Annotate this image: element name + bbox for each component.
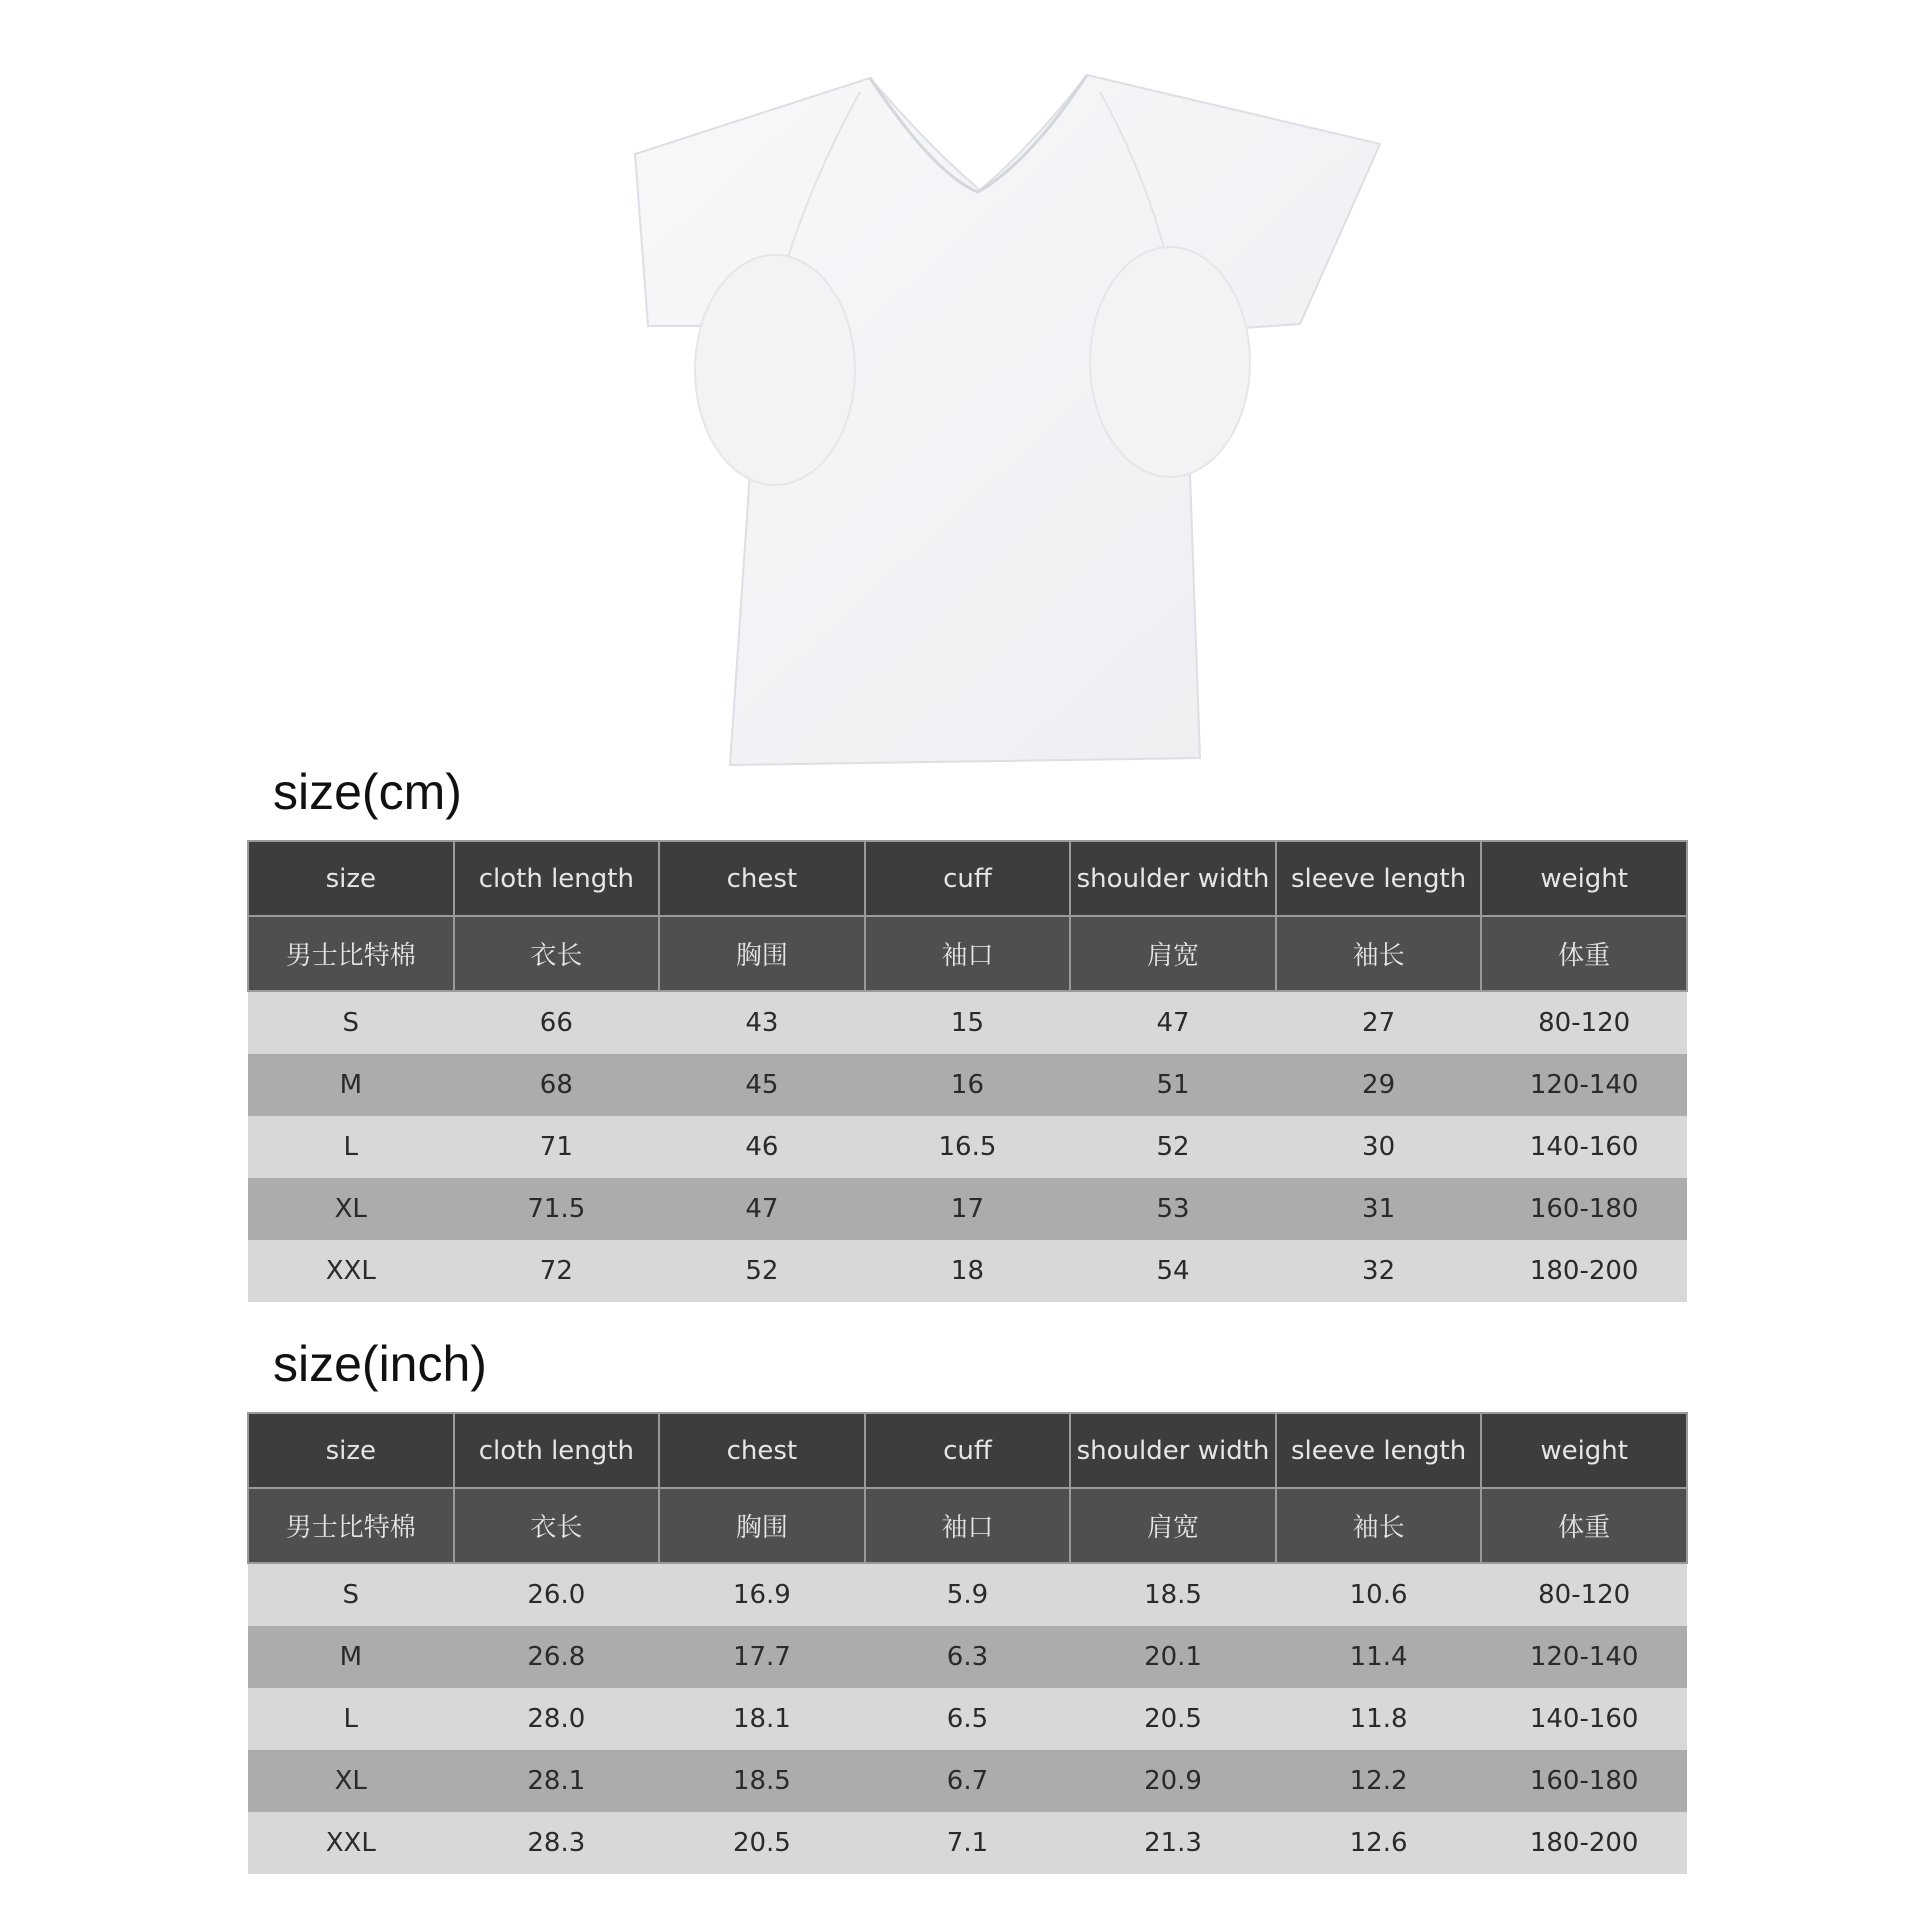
header-cell: cloth length	[454, 1413, 660, 1488]
table-cell: XL	[248, 1178, 454, 1240]
table-cell: 5.9	[865, 1563, 1071, 1626]
table-cell: 51	[1070, 1054, 1276, 1116]
table-row	[248, 1688, 1687, 1750]
table-cell: 12.6	[1276, 1812, 1482, 1874]
table-cell: M	[248, 1054, 454, 1116]
table-cell: 31	[1276, 1178, 1482, 1240]
tshirt-illustration	[560, 70, 1390, 770]
header-row-en	[248, 1413, 1687, 1488]
table-cell: 15	[865, 991, 1071, 1054]
table-cell: 29	[1276, 1054, 1482, 1116]
table-cell: 18	[865, 1240, 1071, 1302]
table-cell: S	[248, 991, 454, 1054]
table-cell: 18.5	[1070, 1563, 1276, 1626]
header-cell: 衣长	[454, 1488, 660, 1563]
table-cell: S	[248, 1563, 454, 1626]
header-cell: 袖长	[1276, 916, 1482, 991]
table-cell: 28.1	[454, 1750, 660, 1812]
table-cell: 6.5	[865, 1688, 1071, 1750]
table-row	[248, 1563, 1687, 1626]
header-cell: 肩宽	[1070, 1488, 1276, 1563]
table-cell: 20.1	[1070, 1626, 1276, 1688]
table-cell: M	[248, 1626, 454, 1688]
table-cell: 28.0	[454, 1688, 660, 1750]
table-cell: 17.7	[659, 1626, 865, 1688]
size-cm-title: size(cm)	[273, 764, 462, 820]
table-cell: 26.8	[454, 1626, 660, 1688]
table-cell: 120-140	[1481, 1054, 1687, 1116]
header-cell: cuff	[865, 841, 1071, 916]
table-cell: 52	[1070, 1116, 1276, 1178]
table-cell: 72	[454, 1240, 660, 1302]
table-cell: 47	[1070, 991, 1276, 1054]
table-cell: 6.7	[865, 1750, 1071, 1812]
header-cell: 袖口	[865, 916, 1071, 991]
header-cell: 男士比特棉	[248, 916, 454, 991]
header-cell: 胸围	[659, 1488, 865, 1563]
table-cell: XXL	[248, 1240, 454, 1302]
table-cell: 30	[1276, 1116, 1482, 1178]
table-cell: 120-140	[1481, 1626, 1687, 1688]
table-cell: 80-120	[1481, 1563, 1687, 1626]
table-cell: 66	[454, 991, 660, 1054]
table-cell: 20.5	[1070, 1688, 1276, 1750]
header-row-cn	[248, 916, 1687, 991]
header-cell: cuff	[865, 1413, 1071, 1488]
table-cell: 20.9	[1070, 1750, 1276, 1812]
table-cell: 53	[1070, 1178, 1276, 1240]
table-cell: XXL	[248, 1812, 454, 1874]
table-cell: 160-180	[1481, 1178, 1687, 1240]
table-cell: 20.5	[659, 1812, 865, 1874]
table-cell: 16.5	[865, 1116, 1071, 1178]
header-cell: 衣长	[454, 916, 660, 991]
table-cell: 6.3	[865, 1626, 1071, 1688]
table-row	[248, 1240, 1687, 1302]
header-cell: weight	[1481, 1413, 1687, 1488]
table-row	[248, 1116, 1687, 1178]
table-cell: 46	[659, 1116, 865, 1178]
table-cell: 160-180	[1481, 1750, 1687, 1812]
table-cell: 21.3	[1070, 1812, 1276, 1874]
product-image	[560, 70, 1390, 770]
table-cell: 140-160	[1481, 1116, 1687, 1178]
table-cell: 11.8	[1276, 1688, 1482, 1750]
header-cell: 体重	[1481, 916, 1687, 991]
table-cell: 80-120	[1481, 991, 1687, 1054]
table-row	[248, 1626, 1687, 1688]
table-cell: 17	[865, 1178, 1071, 1240]
header-cell: 胸围	[659, 916, 865, 991]
table-cell: 140-160	[1481, 1688, 1687, 1750]
table-cell: 54	[1070, 1240, 1276, 1302]
header-cell: size	[248, 841, 454, 916]
table-cell: 71	[454, 1116, 660, 1178]
table-row	[248, 1054, 1687, 1116]
table-cell: 12.2	[1276, 1750, 1482, 1812]
table-cell: 180-200	[1481, 1240, 1687, 1302]
size-table-cm	[247, 840, 1688, 1302]
header-cell: 袖口	[865, 1488, 1071, 1563]
table-cell: 45	[659, 1054, 865, 1116]
table-cell: XL	[248, 1750, 454, 1812]
header-cell: 肩宽	[1070, 916, 1276, 991]
table-cell: 10.6	[1276, 1563, 1482, 1626]
table-cell: 68	[454, 1054, 660, 1116]
header-cell: shoulder width	[1070, 841, 1276, 916]
header-cell: chest	[659, 841, 865, 916]
header-cell: weight	[1481, 841, 1687, 916]
header-cell: sleeve length	[1276, 1413, 1482, 1488]
header-cell: 体重	[1481, 1488, 1687, 1563]
table-cell: 52	[659, 1240, 865, 1302]
header-cell: 男士比特棉	[248, 1488, 454, 1563]
header-cell: chest	[659, 1413, 865, 1488]
table-cell: 71.5	[454, 1178, 660, 1240]
header-cell: shoulder width	[1070, 1413, 1276, 1488]
table-row	[248, 1750, 1687, 1812]
table-row	[248, 1812, 1687, 1874]
header-row-cn	[248, 1488, 1687, 1563]
table-cell: 28.3	[454, 1812, 660, 1874]
table-cell: 18.1	[659, 1688, 865, 1750]
table-cell: 32	[1276, 1240, 1482, 1302]
size-inch-title: size(inch)	[273, 1336, 487, 1392]
header-cell: 袖长	[1276, 1488, 1482, 1563]
header-row-en	[248, 841, 1687, 916]
table-cell: 16.9	[659, 1563, 865, 1626]
table-cell: 47	[659, 1178, 865, 1240]
table-cell: 16	[865, 1054, 1071, 1116]
size-table-inch	[247, 1412, 1688, 1874]
table-cell: 7.1	[865, 1812, 1071, 1874]
header-cell: sleeve length	[1276, 841, 1482, 916]
table-cell: 26.0	[454, 1563, 660, 1626]
header-cell: cloth length	[454, 841, 660, 916]
table-row	[248, 991, 1687, 1054]
table-cell: 18.5	[659, 1750, 865, 1812]
table-cell: 11.4	[1276, 1626, 1482, 1688]
table-cell: 43	[659, 991, 865, 1054]
header-cell: size	[248, 1413, 454, 1488]
right-underarm-pad	[1090, 247, 1250, 477]
table-cell: 180-200	[1481, 1812, 1687, 1874]
left-underarm-pad	[695, 255, 855, 485]
table-cell: L	[248, 1116, 454, 1178]
table-cell: 27	[1276, 991, 1482, 1054]
table-cell: L	[248, 1688, 454, 1750]
table-row	[248, 1178, 1687, 1240]
